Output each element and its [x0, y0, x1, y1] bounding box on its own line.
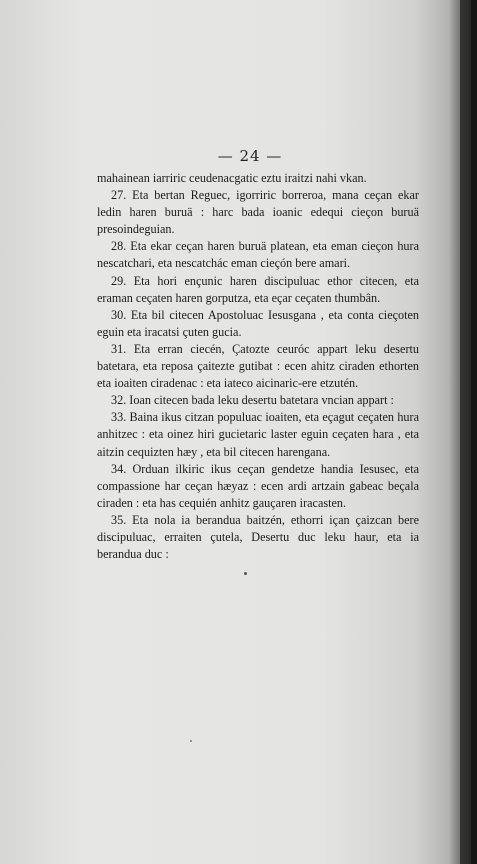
verse-32: 32. Ioan citecen bada leku desertu batetara vncian appart :: [111, 393, 394, 408]
page-number: — 24 —: [217, 147, 283, 165]
paragraph-continuation: mahainean iarriric ceudenacgatic eztu iraitzi nahi vkan.: [97, 171, 367, 185]
verse-31: 31. Eta erran ciecén, Çatozte ceuróc appart leku desertu batetara, eta reposa çaitezte gutibat : ecen ahitz ciraden ethorten eta ioaiten ciradenac : eta iateco aicinaric-ere etzutén.: [97, 341, 419, 391]
paper-speck: [190, 740, 192, 742]
verse-30: 30. Eta bil citecen Apostoluac Iesusgana , eta conta cieçoten eguin eta iracatsi çuten gucia.: [97, 307, 419, 339]
verse-28: 28. Eta ekar ceçan haren buruä platean, eta eman cieçon hura nescatchari, eta nescatchác eman cieçón bere amari.: [97, 239, 419, 271]
body-text: [97, 170, 419, 563]
verse-27: 27. Eta bertan Reguec, igorriric borreroa, mana ceçan ekar ledin haren buruä : harc bada ioanic edequi cieçon buruä presoindeguian.: [97, 188, 419, 237]
verse-34: 34. Orduan ilkiric ikus ceçan gendetze handia Iesusec, eta compassione har ceçan hæyaz : ecen ardi artzain gabeac beçala ciraden : eta has cequién anhitz gauçaren iracasten.: [97, 461, 419, 510]
verse-29: 29. Eta hori ençunic haren discipuluac ethor citecen, eta eraman ceçaten haren gorputza, eta eçar ceçaten thumbân.: [97, 273, 419, 305]
paper-speck: [244, 572, 247, 575]
binding-edge: [471, 0, 477, 864]
verse-33: 33. Baina ikus citzan populuac ioaiten, eta eçagut ceçaten hura anhitzec : eta oinez hiri gucietaric laster eguin ceçaten hara , eta aitzin cequizten hæy , eta bil citecen harengana.: [97, 410, 419, 459]
verse-35: 35. Eta nola ia berandua baitzén, ethorri içan çaizcan bere discipuluac, erraiten çutela, Desertu duc leku haur, eta ia berandua duc :: [97, 512, 419, 562]
